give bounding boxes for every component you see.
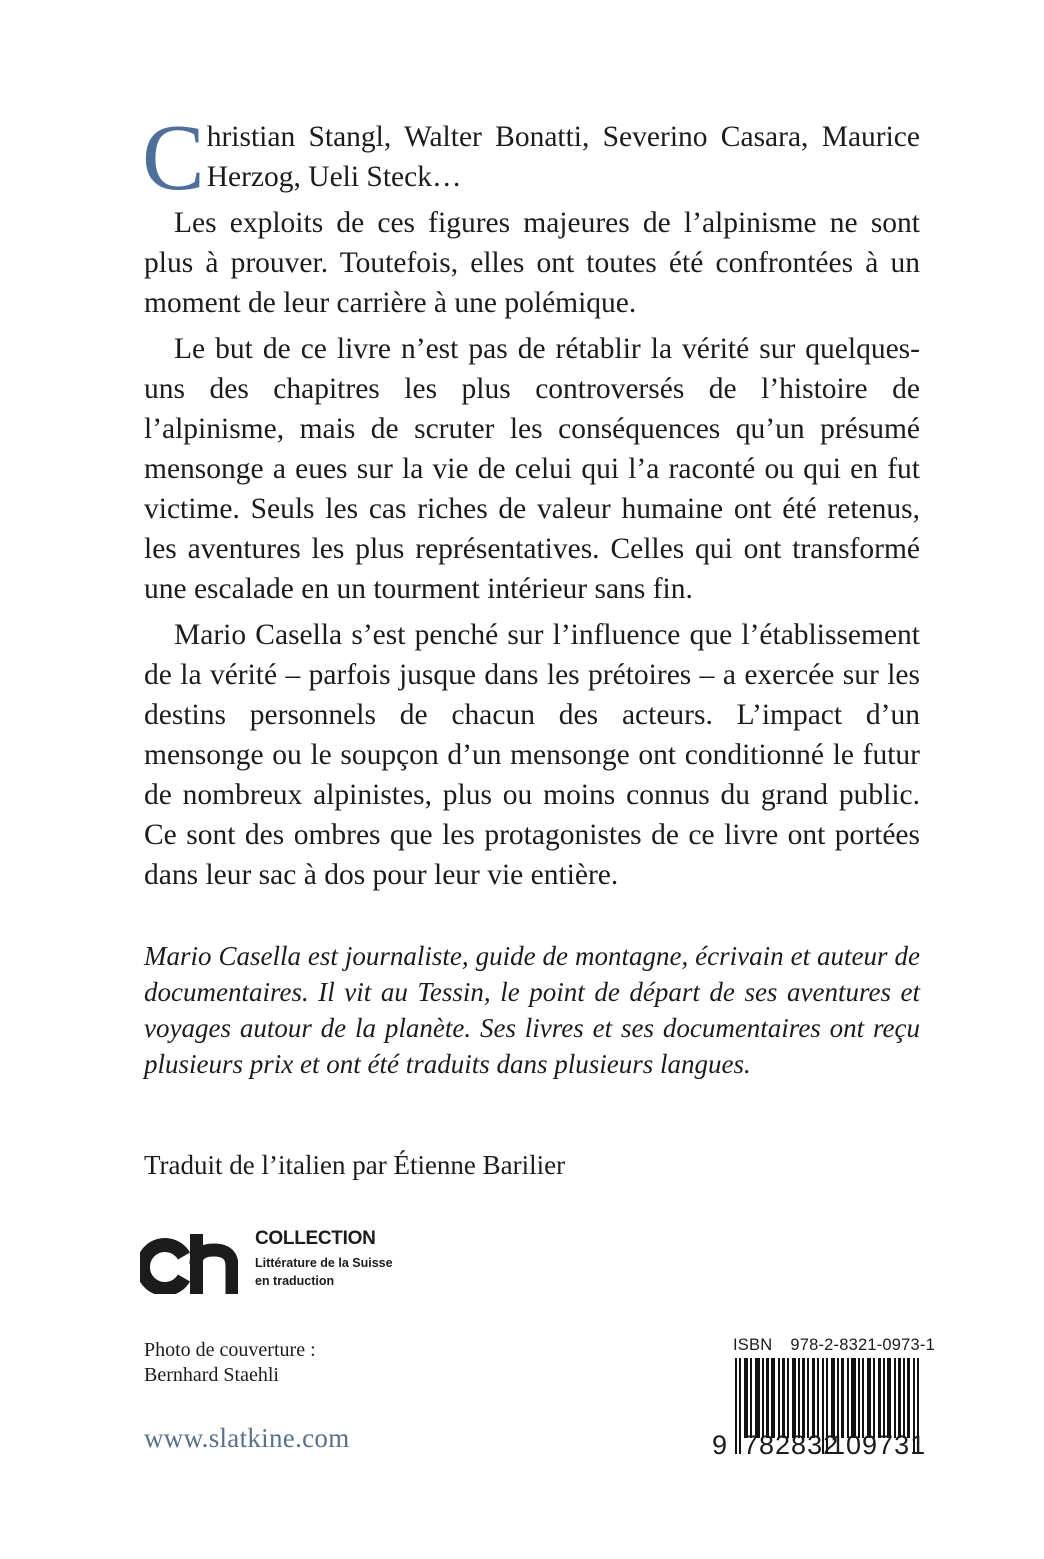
collection-logo <box>140 1228 410 1298</box>
isbn-prefix: ISBN <box>733 1336 773 1354</box>
drop-cap: C <box>142 106 205 210</box>
author-bio: Mario Casella est journaliste, guide de montagne, écrivain et auteur de documentaires. Il vit au Tessin, le point de départ de ses aventures et voyages autour de la planète. Ses livres et ses documentaires ont reçu plusieurs prix et ont été traduits dans plusieurs langues. <box>144 941 920 1079</box>
photo-credit-label: Photo de couverture : <box>144 1339 316 1361</box>
isbn-label <box>733 1336 935 1355</box>
photo-credit-name: Bernhard Staehli <box>144 1364 279 1386</box>
ch-logo-icon <box>140 1234 238 1294</box>
isbn-number: 978-2-8321-0973-1 <box>790 1336 935 1354</box>
collection-subtitle: en traduction <box>255 1274 335 1288</box>
photo-credit <box>144 1338 316 1388</box>
barcode-digits-right: 109731 <box>830 1430 927 1460</box>
website-link[interactable]: www.slatkine.com <box>144 1423 350 1453</box>
collection-title: COLLECTION <box>255 1228 376 1249</box>
blurb-paragraph: Les exploits de ces figures majeures de l’alpinisme ne sont plus à prouver. Toutefois, elles ont toutes été confrontées à un moment de leur carrière à une polémique. <box>144 207 920 319</box>
barcode-digit-first: 9 <box>712 1430 728 1460</box>
collection-subtitle: Littérature de la Suisse <box>255 1256 393 1270</box>
barcode-digits-left: 782832 <box>743 1430 840 1460</box>
blurb-paragraph: Le but de ce livre n’est pas de rétablir la vérité sur quelques-uns des chapitres les plus controversés de l’histoire de l’alpinisme, mais de scruter les conséquences qu’un présumé mensonge a eues sur la vie de celui qui l’a raconté ou qui en fut victime. Seuls les cas riches de valeur humaine ont été retenus, les aventures les plus représentatives. Celles qui ont transformé une escalade en un tourment intérieur sans fin. <box>144 333 920 605</box>
translator-credit: Traduit de l’italien par Étienne Barilier <box>144 1150 566 1180</box>
blurb <box>142 106 920 895</box>
blurb-paragraph: Mario Casella s’est penché sur l’influence que l’établissement de la vérité – parfois jusque dans les prétoires – a exercée sur les destins personnels de chacun des acteurs. L’impact d’un mensonge ou le soupçon d’un mensonge ont conditionné le futur de nombreux alpinistes, plus ou moins connus du grand public. Ce sont des ombres que les protagonistes de ce livre ont portées dans leur sac à dos pour leur vie entière. <box>144 619 920 891</box>
blurb-intro <box>142 106 920 210</box>
intro-text: hristian Stangl, Walter Bonatti, Severino Casara, Maurice Herzog, Ueli Steck… <box>206 121 920 193</box>
